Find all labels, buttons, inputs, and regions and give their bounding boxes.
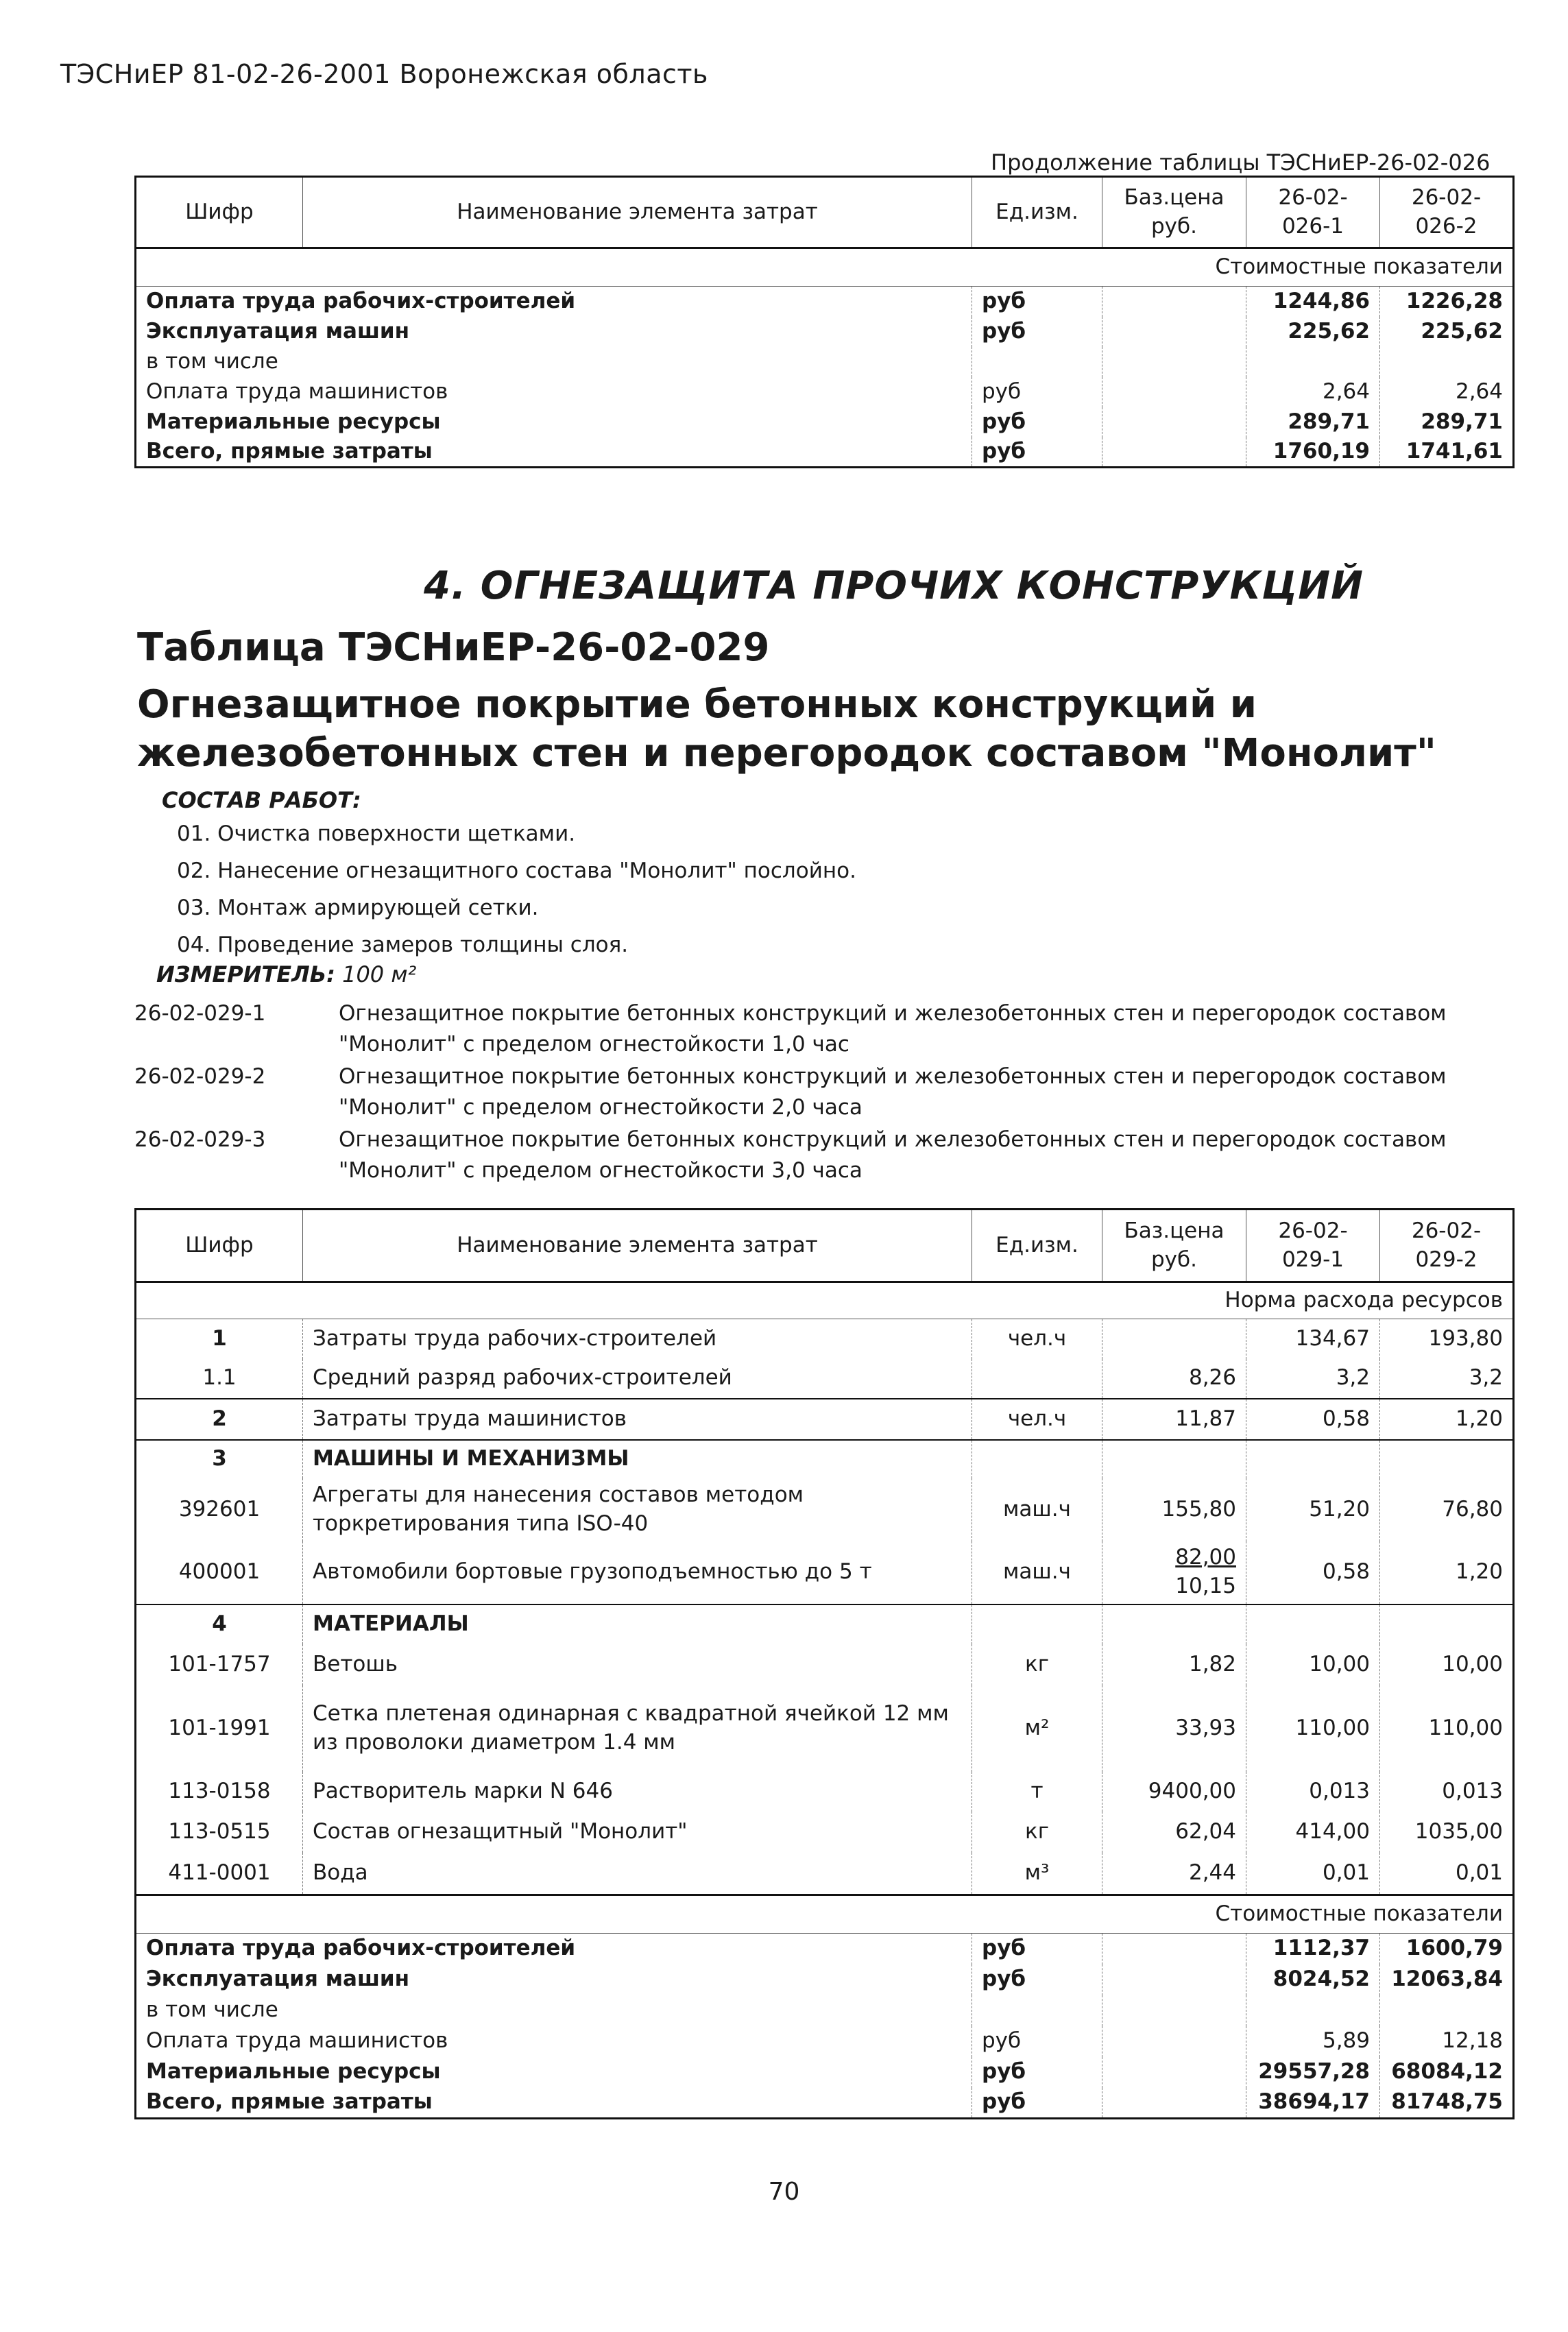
cost-row-unit: руб xyxy=(972,377,1102,407)
cost-row-unit: руб xyxy=(972,437,1102,468)
cost-row-value-2: 289,71 xyxy=(1421,409,1503,434)
row-name: Ветошь xyxy=(303,1644,972,1685)
cost-row-name: Эксплуатация машин xyxy=(136,317,972,347)
cost-row-value-2: 2,64 xyxy=(1455,378,1503,404)
table-row xyxy=(136,1685,1514,1772)
composition-label: СОСТАВ РАБОТ: xyxy=(162,787,361,813)
row-value-2: 193,80 xyxy=(1428,1325,1503,1351)
cost-row-value-1 xyxy=(1246,347,1380,377)
row-unit: чел.ч xyxy=(972,1319,1102,1359)
norm-label-row xyxy=(136,1282,1514,1319)
row-price-value: 1,82 xyxy=(1188,1651,1236,1676)
row-unit xyxy=(972,1359,1102,1399)
row-unit: кг xyxy=(972,1644,1102,1685)
table-row xyxy=(136,1772,1514,1812)
cost-row-value-1: 38694,17 xyxy=(1246,2088,1380,2119)
row-code: 411-0001 xyxy=(136,1853,303,1895)
cost-row-price xyxy=(1102,2057,1246,2088)
cost-row xyxy=(136,347,1514,377)
table-row xyxy=(136,1399,1514,1440)
row-price xyxy=(1102,1541,1246,1604)
cost-row-value-2: 81748,75 xyxy=(1391,2089,1503,2115)
cost-row xyxy=(136,1934,1514,1964)
cost-row xyxy=(136,317,1514,347)
cost-row-unit: руб xyxy=(972,2088,1102,2119)
row-price xyxy=(1102,1644,1246,1685)
row-value-1 xyxy=(1246,1440,1380,1478)
cost-row-name: в том числе xyxy=(136,347,972,377)
row-value-1: 414,00 xyxy=(1246,1812,1380,1853)
cost-row-name: Всего, прямые затраты xyxy=(136,2088,972,2119)
row-price xyxy=(1102,1399,1246,1440)
row-price-value: 9400,00 xyxy=(1148,1778,1236,1803)
cost-row-unit: руб xyxy=(972,407,1102,437)
document-header: ТЭСНиЕР 81-02-26-2001 Воронежская область xyxy=(60,59,708,89)
cost-row-value-1: 8024,52 xyxy=(1246,1964,1380,1995)
row-name: Средний разряд рабочих-строителей xyxy=(303,1359,972,1399)
cost-row-price xyxy=(1102,287,1246,317)
row-code: 3 xyxy=(136,1440,303,1478)
work-item: 02. Нанесение огнезащитного состава "Монолит" послойно. xyxy=(177,858,856,883)
table-row xyxy=(136,1319,1514,1359)
col-header-code: Шифр xyxy=(136,1210,303,1282)
variant-text: Огнезащитное покрытие бетонных конструкций и железобетонных стен и перегородок составом "Монолит" с пределом огнестойкости 1,0 час xyxy=(339,1001,1447,1057)
row-value-2 xyxy=(1380,1440,1514,1478)
cost-row-price xyxy=(1102,1995,1246,2026)
table-row xyxy=(136,1644,1514,1685)
row-name: Затраты труда машинистов xyxy=(303,1399,972,1440)
cost-row xyxy=(136,2088,1514,2119)
cost-row-unit xyxy=(972,1995,1102,2026)
cost-row-price xyxy=(1102,2026,1246,2057)
cost-row xyxy=(136,287,1514,317)
cost-row-unit: руб xyxy=(972,1964,1102,1995)
row-price-value: 8,26 xyxy=(1188,1365,1236,1391)
cost-row xyxy=(136,2057,1514,2088)
cost-row xyxy=(136,1995,1514,2026)
col-header-name: Наименование элемента затрат xyxy=(303,1210,972,1282)
cost-row-price xyxy=(1102,437,1246,468)
cost-row xyxy=(136,437,1514,468)
cost-row-value-1: 2,64 xyxy=(1246,377,1380,407)
row-name: Автомобили бортовые грузоподъемностью до 5 т xyxy=(303,1541,972,1604)
work-item: 03. Монтаж армирующей сетки. xyxy=(177,895,539,920)
col-header-price: Баз.цена руб. xyxy=(1102,1210,1246,1282)
continuation-header-row xyxy=(136,177,1514,248)
row-name: Вода xyxy=(303,1853,972,1895)
cost-row-price xyxy=(1102,1934,1246,1964)
section-title: 4. ОГНЕЗАЩИТА ПРОЧИХ КОНСТРУКЦИЙ xyxy=(424,564,1364,608)
row-price xyxy=(1102,1812,1246,1853)
col-header-code: Шифр xyxy=(136,177,303,248)
cost-row-name: Материальные ресурсы xyxy=(136,407,972,437)
cost-row-name: Эксплуатация машин xyxy=(136,1964,972,1995)
row-value-1 xyxy=(1246,1604,1380,1644)
variant-text: Огнезащитное покрытие бетонных конструкций и железобетонных стен и перегородок составом "Монолит" с пределом огнестойкости 2,0 часа xyxy=(339,1064,1447,1120)
row-code: 1.1 xyxy=(136,1359,303,1399)
cost-row xyxy=(136,377,1514,407)
row-price xyxy=(1102,1772,1246,1812)
page-number: 70 xyxy=(768,2178,800,2206)
row-value-1: 134,67 xyxy=(1246,1319,1380,1359)
cost-row-name: Всего, прямые затраты xyxy=(136,437,972,468)
cost-row-unit xyxy=(972,347,1102,377)
cost-row-value-1: 29557,28 xyxy=(1246,2057,1380,2088)
row-value-2: 1,20 xyxy=(1380,1399,1514,1440)
section-label-row xyxy=(136,248,1514,287)
cost-row xyxy=(136,1964,1514,1995)
row-value-1: 110,00 xyxy=(1246,1685,1380,1772)
main-table xyxy=(134,1208,1515,2119)
cost-row-name: Оплата труда рабочих-строителей xyxy=(136,287,972,317)
row-price xyxy=(1102,1685,1246,1772)
row-unit: т xyxy=(972,1772,1102,1812)
cost-row-unit: руб xyxy=(972,317,1102,347)
row-price xyxy=(1102,1319,1246,1359)
row-unit xyxy=(972,1604,1102,1644)
measure-label: ИЗМЕРИТЕЛЬ: xyxy=(156,961,335,987)
row-price-value-2: 10,15 xyxy=(1175,1574,1236,1598)
cost-row-name: в том числе xyxy=(136,1995,972,2026)
table-description: Огнезащитное покрытие бетонных конструкций и железобетонных стен и перегородок составом "Монолит" xyxy=(137,682,1436,776)
row-value-1: 10,00 xyxy=(1246,1644,1380,1685)
cost-row-value-2: 1741,61 xyxy=(1406,438,1503,464)
row-code: 2 xyxy=(136,1399,303,1440)
row-value-1: 0,01 xyxy=(1246,1853,1380,1895)
variant-item xyxy=(134,998,1512,1060)
cost-row-unit: руб xyxy=(972,1934,1102,1964)
row-unit: м² xyxy=(972,1685,1102,1772)
row-value-1: 0,58 xyxy=(1246,1399,1380,1440)
row-code: 113-0515 xyxy=(136,1812,303,1853)
cost-row-price xyxy=(1102,347,1246,377)
cost-row-name: Оплата труда машинистов xyxy=(136,377,972,407)
cost-row-value-1 xyxy=(1246,1995,1380,2026)
cost-row-value-2: 225,62 xyxy=(1421,318,1503,344)
norm-label: Норма расхода ресурсов xyxy=(136,1282,1514,1319)
row-code: 400001 xyxy=(136,1541,303,1604)
row-name: МАТЕРИАЛЫ xyxy=(303,1604,972,1644)
table-row xyxy=(136,1604,1514,1644)
row-value-1: 0,013 xyxy=(1246,1772,1380,1812)
row-name: Состав огнезащитный "Монолит" xyxy=(303,1812,972,1853)
row-code: 113-0158 xyxy=(136,1772,303,1812)
row-price xyxy=(1102,1359,1246,1399)
cost-row-value-1: 225,62 xyxy=(1246,317,1380,347)
measure-value: 100 м² xyxy=(342,961,417,987)
row-name: Сетка плетеная одинарная с квадратной ячейкой 12 мм из проволоки диаметром 1.4 мм xyxy=(303,1685,972,1772)
cost-row-value-2: 12,18 xyxy=(1442,2028,1503,2054)
cost-row-value-1: 1244,86 xyxy=(1246,287,1380,317)
row-unit: кг xyxy=(972,1812,1102,1853)
row-value-1: 0,58 xyxy=(1246,1541,1380,1604)
cost-row-value-1: 5,89 xyxy=(1246,2026,1380,2057)
cost-row-value-2 xyxy=(1380,347,1514,377)
variant-text: Огнезащитное покрытие бетонных конструкций и железобетонных стен и перегородок составом "Монолит" с пределом огнестойкости 3,0 часа xyxy=(339,1127,1447,1183)
row-price xyxy=(1102,1440,1246,1478)
row-price xyxy=(1102,1853,1246,1895)
row-value-2: 10,00 xyxy=(1442,1651,1503,1676)
cost-row-price xyxy=(1102,2088,1246,2119)
measure-line xyxy=(156,961,416,987)
table-row xyxy=(136,1359,1514,1399)
cost-row-unit: руб xyxy=(972,2026,1102,2057)
row-price-value: 62,04 xyxy=(1175,1818,1236,1844)
row-value-2: 76,80 xyxy=(1442,1496,1503,1522)
variant-item xyxy=(134,1125,1512,1186)
col-header-variant-2: 26-02-029-2 xyxy=(1411,1218,1482,1272)
col-header-unit: Ед.изм. xyxy=(972,1210,1102,1282)
row-value-1: 3,2 xyxy=(1246,1359,1380,1399)
row-value-2: 1,20 xyxy=(1455,1559,1503,1585)
table-row xyxy=(136,1541,1514,1604)
cost-row-name: Материальные ресурсы xyxy=(136,2057,972,2088)
col-header-variant-1: 26-02-029-1 xyxy=(1246,1210,1380,1282)
row-code: 4 xyxy=(136,1604,303,1644)
cost-row-name: Оплата труда машинистов xyxy=(136,2026,972,2057)
row-price-value: 11,87 xyxy=(1175,1406,1236,1431)
variant-code: 26-02-029-3 xyxy=(134,1127,266,1152)
cost-row-value-2 xyxy=(1380,1995,1514,2026)
row-price-value: 33,93 xyxy=(1175,1715,1236,1740)
cost-row-unit: руб xyxy=(972,287,1102,317)
row-price xyxy=(1102,1478,1246,1541)
cost-row-value-1: 289,71 xyxy=(1246,407,1380,437)
cost-row-price xyxy=(1102,407,1246,437)
row-name: МАШИНЫ И МЕХАНИЗМЫ xyxy=(303,1440,972,1478)
row-unit: чел.ч xyxy=(972,1399,1102,1440)
cost-row-value-1: 1112,37 xyxy=(1246,1934,1380,1964)
table-row xyxy=(136,1478,1514,1541)
row-code: 392601 xyxy=(136,1478,303,1541)
row-price-value: 82,00 xyxy=(1175,1545,1236,1570)
cost-row-unit: руб xyxy=(972,2057,1102,2088)
col-header-variant-2: 26-02-026-2 xyxy=(1411,184,1482,239)
row-value-2: 0,013 xyxy=(1442,1778,1503,1803)
col-header-variant-1: 26-02-026-1 xyxy=(1246,177,1380,248)
row-price-value: 155,80 xyxy=(1161,1496,1236,1522)
cost-row-value-2: 1600,79 xyxy=(1406,1936,1503,1961)
table-row xyxy=(136,1440,1514,1478)
variant-code: 26-02-029-2 xyxy=(134,1064,266,1089)
cost-row-price xyxy=(1102,317,1246,347)
row-code: 101-1991 xyxy=(136,1685,303,1772)
cost-label: Стоимостные показатели xyxy=(136,1895,1514,1934)
row-value-2: 1035,00 xyxy=(1414,1818,1503,1844)
variant-item xyxy=(134,1061,1512,1123)
row-value-2: 0,01 xyxy=(1455,1860,1503,1885)
work-item: 01. Очистка поверхности щетками. xyxy=(177,821,576,846)
cost-row-value-2: 12063,84 xyxy=(1391,1967,1503,1992)
table-row xyxy=(136,1853,1514,1895)
cost-row xyxy=(136,407,1514,437)
row-name: Растворитель марки N 646 xyxy=(303,1772,972,1812)
col-header-unit: Ед.изм. xyxy=(972,177,1102,248)
cost-row-value-2: 1226,28 xyxy=(1406,288,1503,313)
cost-row-value-2: 68084,12 xyxy=(1391,2059,1503,2084)
cost-row xyxy=(136,2026,1514,2057)
row-name: Затраты труда рабочих-строителей xyxy=(303,1319,972,1359)
row-code: 1 xyxy=(136,1319,303,1359)
row-unit: м³ xyxy=(972,1853,1102,1895)
table-row xyxy=(136,1812,1514,1853)
row-code: 101-1757 xyxy=(136,1644,303,1685)
work-item: 04. Проведение замеров толщины слоя. xyxy=(177,933,629,957)
cost-label-row xyxy=(136,1895,1514,1934)
row-unit xyxy=(972,1440,1102,1478)
row-price-value: 2,44 xyxy=(1188,1860,1236,1885)
cost-row-price xyxy=(1102,1964,1246,1995)
col-header-name: Наименование элемента затрат xyxy=(303,177,972,248)
table-title: Таблица ТЭСНиЕР-26-02-029 xyxy=(137,625,770,670)
cost-row-price xyxy=(1102,377,1246,407)
main-header-row xyxy=(136,1210,1514,1282)
col-header-price: Баз.цена руб. xyxy=(1102,177,1246,248)
row-price xyxy=(1102,1604,1246,1644)
section-label: Стоимостные показатели xyxy=(136,248,1514,287)
continuation-caption: Продолжение таблицы ТЭСНиЕР-26-02-026 xyxy=(991,149,1491,176)
row-unit: маш.ч xyxy=(972,1541,1102,1604)
cost-row-value-1: 1760,19 xyxy=(1246,437,1380,468)
row-value-2 xyxy=(1380,1604,1514,1644)
row-value-2: 3,2 xyxy=(1469,1365,1503,1391)
row-value-2: 110,00 xyxy=(1428,1715,1503,1740)
continuation-table xyxy=(134,176,1515,468)
cost-row-name: Оплата труда рабочих-строителей xyxy=(136,1934,972,1964)
row-value-1: 51,20 xyxy=(1246,1478,1380,1541)
row-unit: маш.ч xyxy=(972,1478,1102,1541)
variant-code: 26-02-029-1 xyxy=(134,1001,266,1026)
row-name: Агрегаты для нанесения составов методом торкретирования типа ISO-40 xyxy=(303,1478,972,1541)
